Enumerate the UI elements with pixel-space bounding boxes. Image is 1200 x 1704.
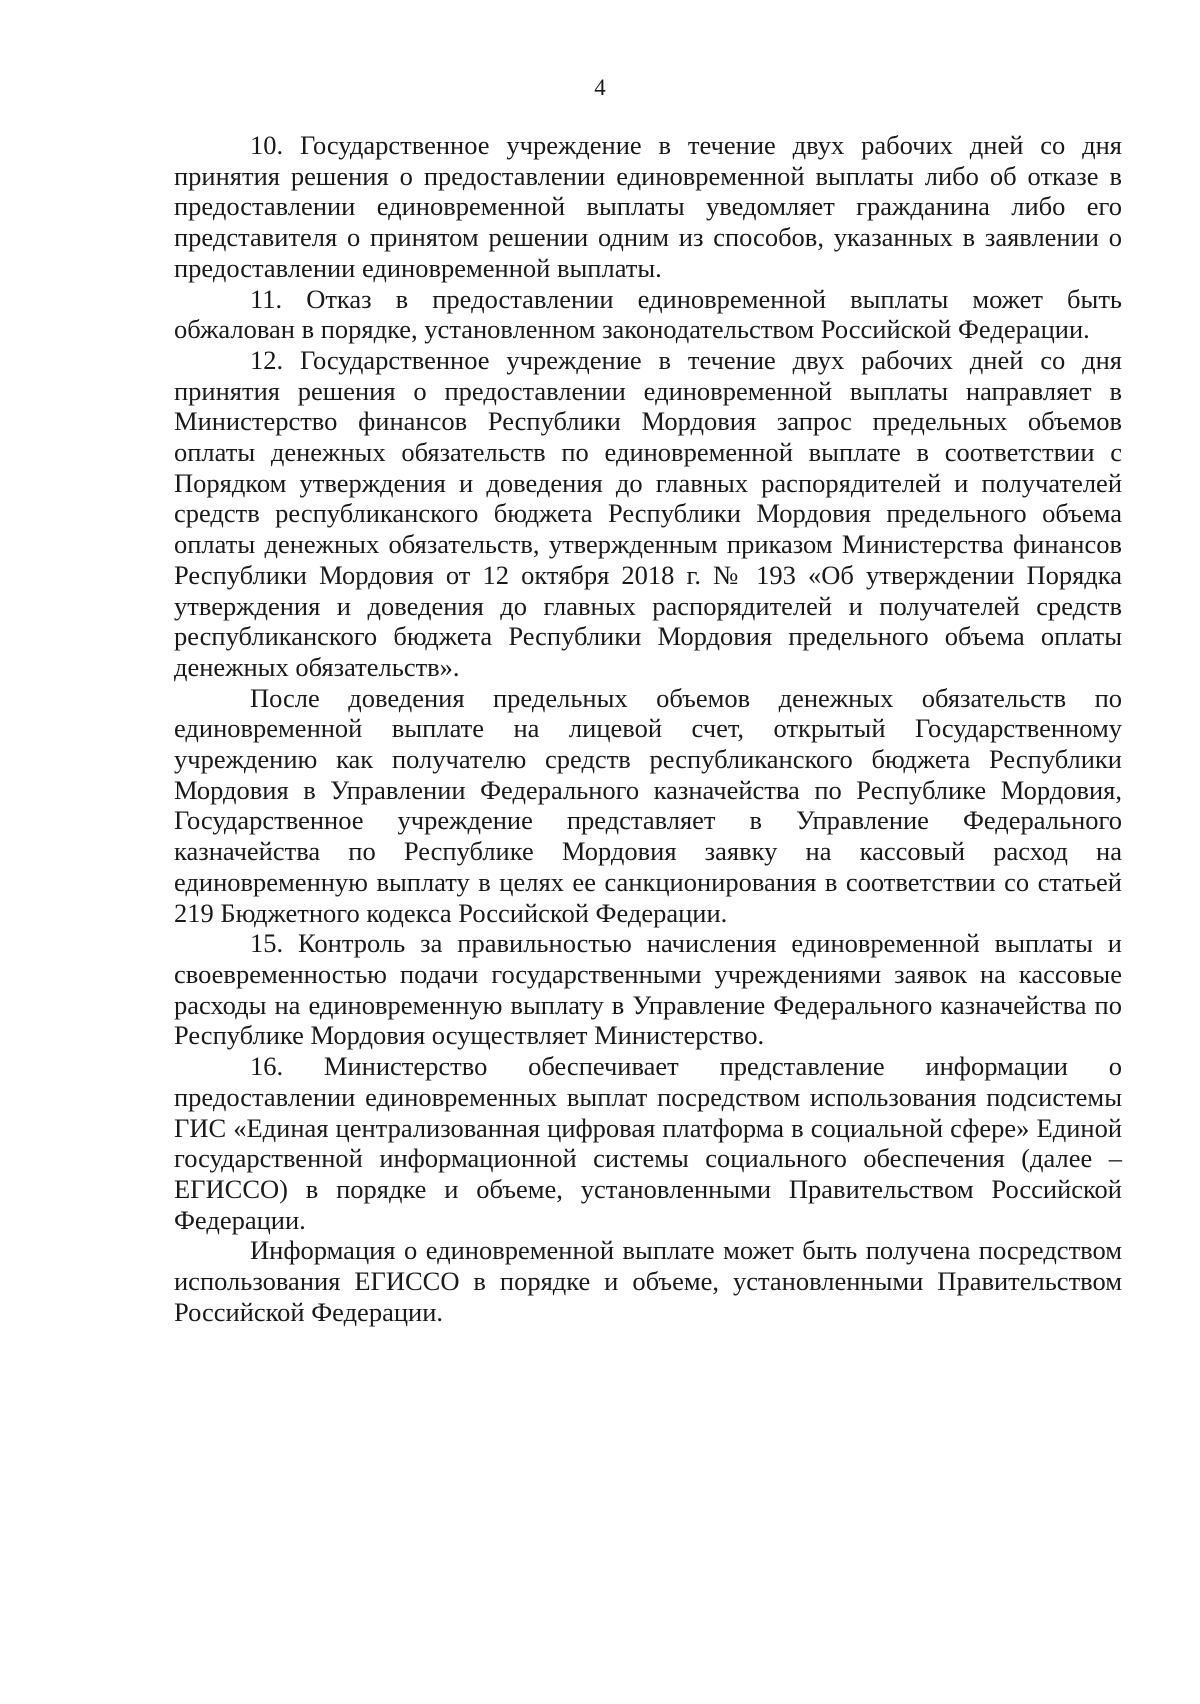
paragraph-10: 10. Государственное учреждение в течение двух рабочих дней со дня принятия решения о предоставлении единовременной выплаты либо об отказе в предоставлении единовременной выплаты уведомляет гражданина либо его представителя о принятом решении одним из способов, указанных в заявлении о предоставлении единовременной выплаты. [174,130,1122,283]
paragraph-15: 15. Контроль за правильностью начисления единовременной выплаты и своевременностью подачи государственными учреждениями заявок на кассовые расходы на единовременную выплату в Управление Федерального казначейства по Республике Мордовия осуществляет Министерство. [174,928,1122,1051]
paragraph-11: 11. Отказ в предоставлении единовременной выплаты может быть обжалован в порядке, установленном законодательством Российской Федерации. [174,283,1122,345]
paragraph-egisso-info: Информация о единовременной выплате может быть получена посредством использования ЕГИССО в порядке и объеме, установленными Правительством Российской Федерации. [174,1235,1122,1327]
paragraph-after-allocation: После доведения предельных объемов денежных обязательств по единовременной выплате на лицевой счет, открытый Государственному учреждению как получателю средств республиканского бюджета Республики Мордовия в Управлении Федерального казначейства по Республике Мордовия, Государственное учреждение представляет в Управление Федерального казначейства по Республике Мордовия заявку на кассовый расход на единовременную выплату в целях ее санкционирования в соответствии со статьей 219 Бюджетного кодекса Российской Федерации. [174,682,1122,928]
paragraph-12: 12. Государственное учреждение в течение двух рабочих дней со дня принятия решения о предоставлении единовременной выплаты направляет в Министерство финансов Республики Мордовия запрос предельных объемов оплаты денежных обязательств по единовременной выплате в соответствии с Порядком утверждения и доведения до главных распорядителей и получателей средств республиканского бюджета Республики Мордовия предельного объема оплаты денежных обязательств, утвержденным приказом Министерства финансов Республики Мордовия от 12 октября 2018 г. № 193 «Об утверждении Порядка утверждения и доведения до главных распорядителей и получателей средств республиканского бюджета Республики Мордовия предельного объема оплаты денежных обязательств». [174,344,1122,682]
paragraph-16: 16. Министерство обеспечивает представление информации о предоставлении единовременных выплат посредством использования подсистемы ГИС «Единая централизованная цифровая платформа в социальной сфере» Единой государственной информационной системы социального обеспечения (далее – ЕГИССО) в порядке и объеме, установленными Правительством Российской Федерации. [174,1051,1122,1235]
document-body [174,130,1122,1327]
page-number: 4 [594,75,606,100]
